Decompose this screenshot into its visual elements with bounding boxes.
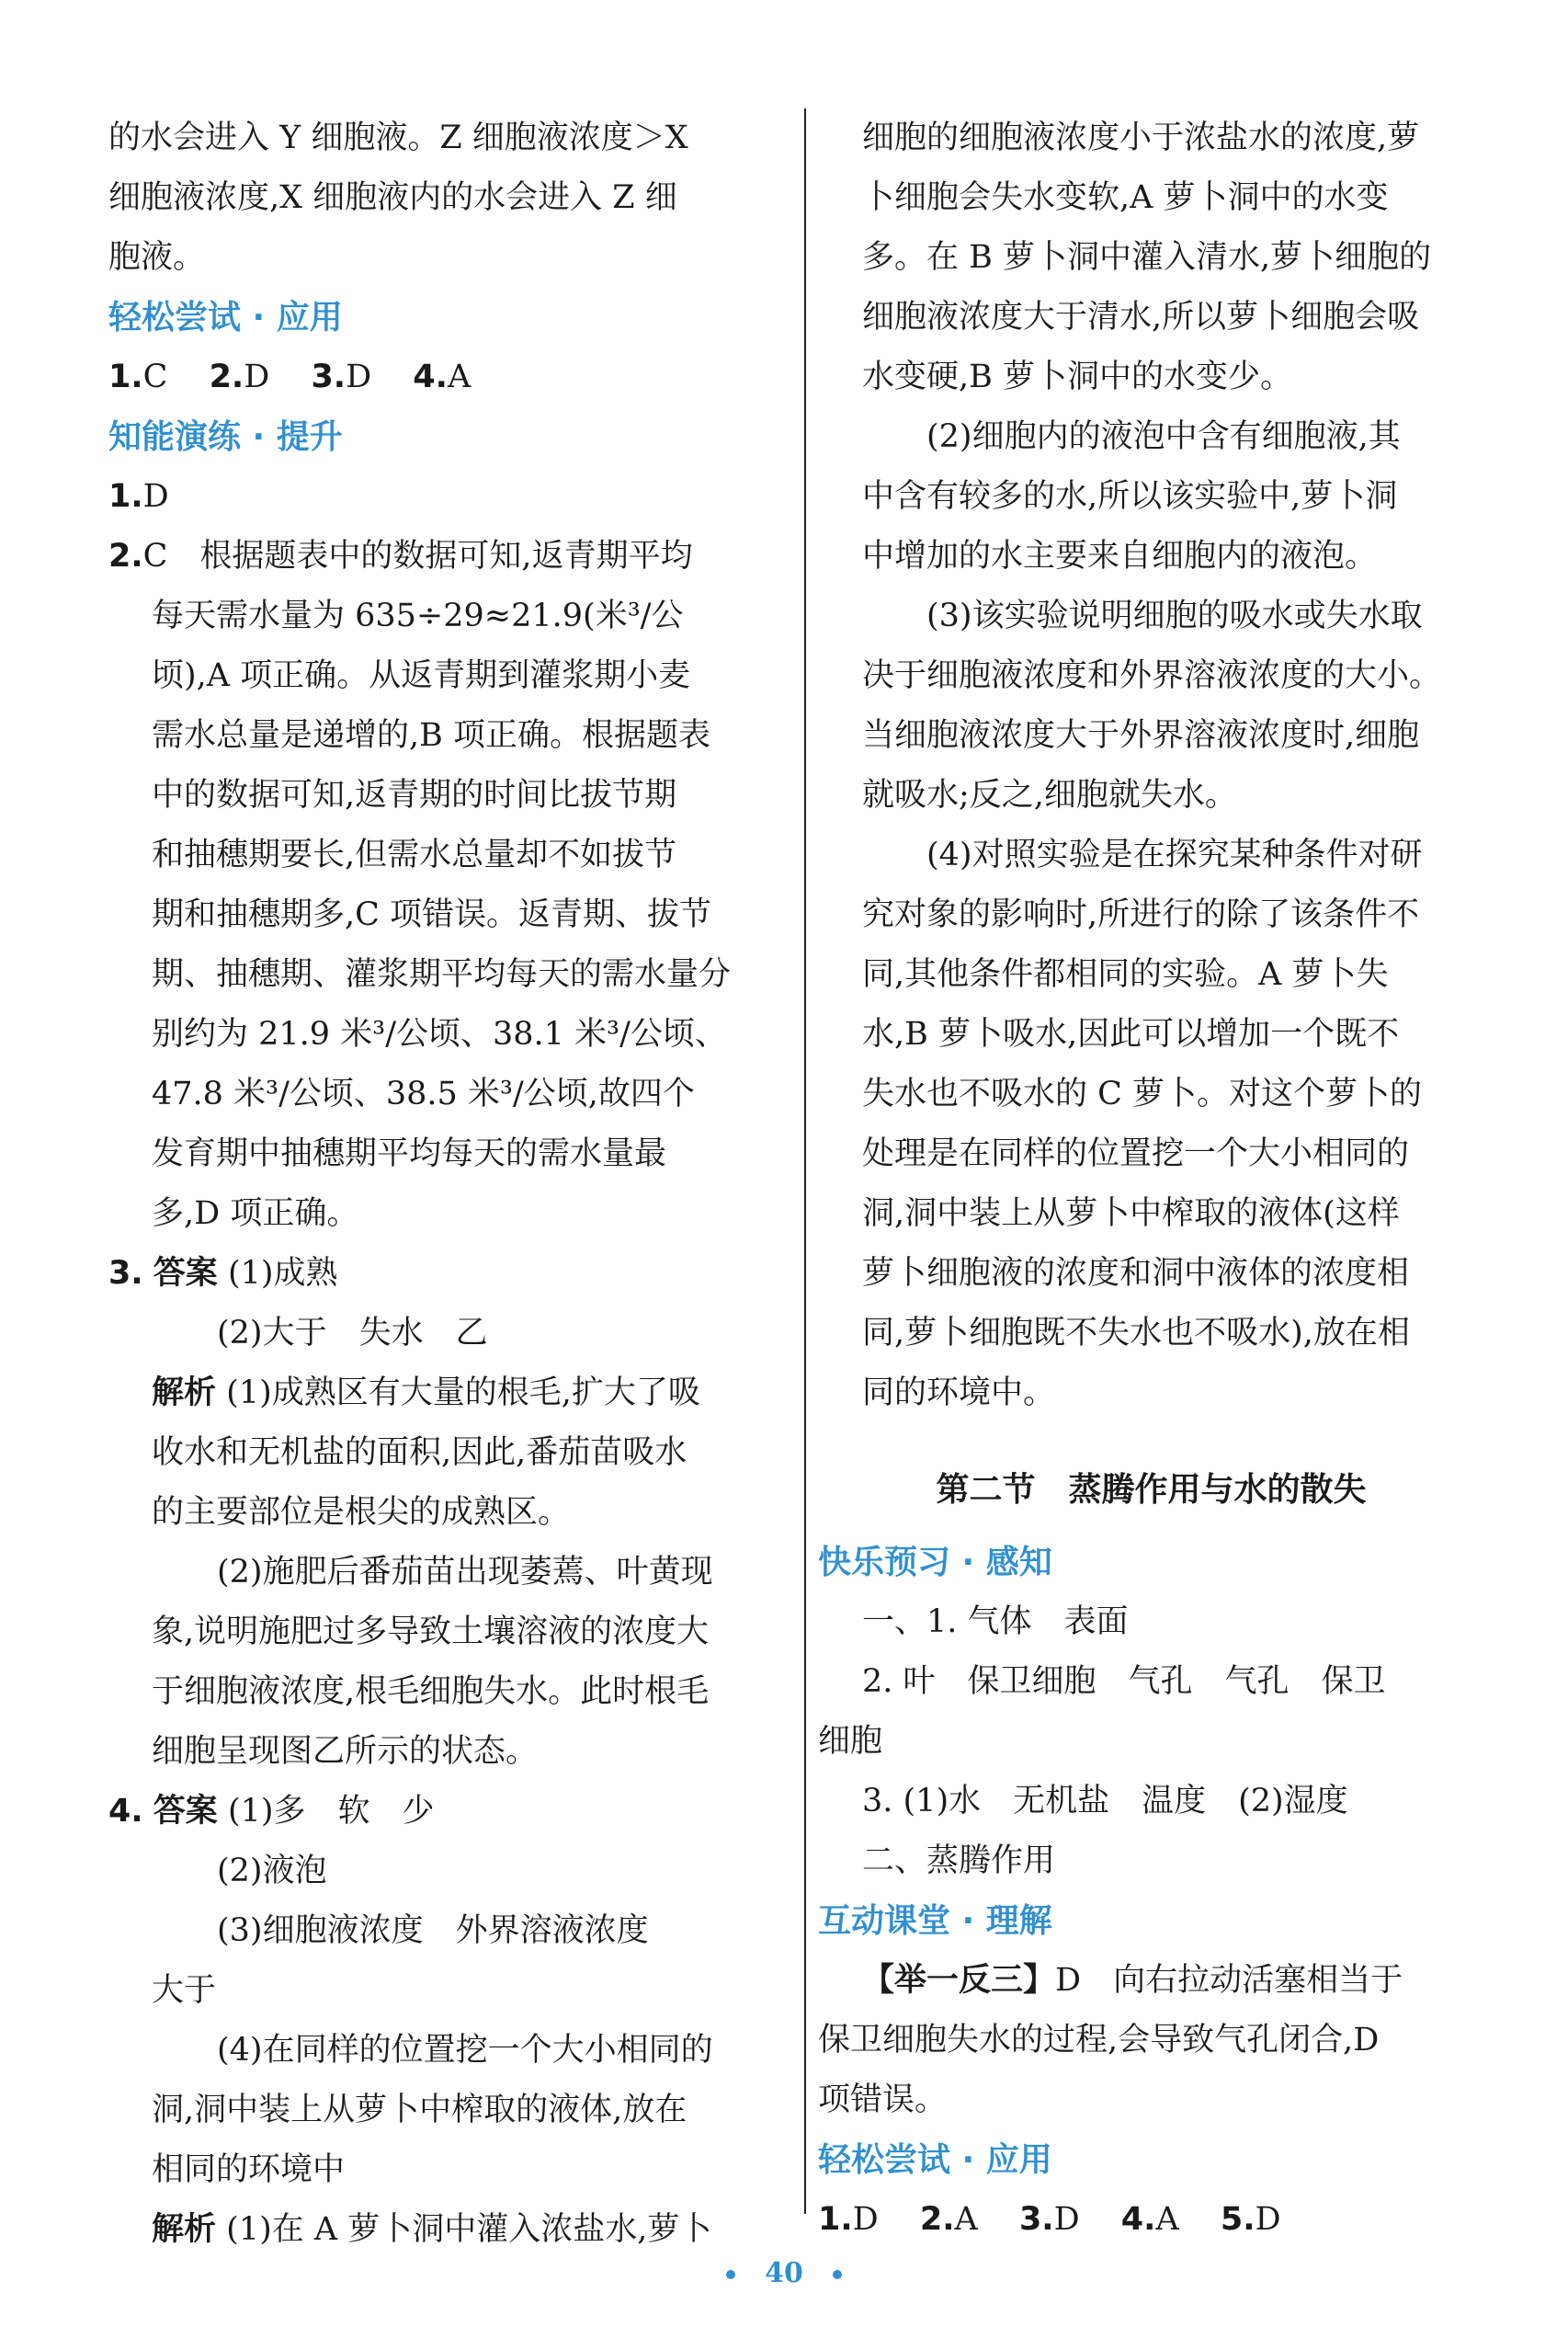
text-line: 和抽穗期要长,但需水总量却不如拔节 <box>152 837 677 873</box>
text-line: 同,萝卜细胞既不失水也不吸水),放在相 <box>862 1315 1410 1351</box>
text-line: 3. (1)水 无机盐 温度 (2)湿度 <box>862 1783 1348 1819</box>
text-line: 就吸水;反之,细胞就失水。 <box>862 777 1237 814</box>
text-line: 发育期中抽穗期平均每天的需水量最 <box>152 1135 667 1172</box>
question-4-answer: 4. 答案 (1)多 软 少 <box>108 1793 435 1830</box>
text-line: 究对象的影响时,所进行的除了该条件不 <box>862 896 1420 933</box>
text-line: 多,D 项正确。 <box>152 1195 359 1232</box>
text-line: (2)大于 失水 乙 <box>217 1315 488 1351</box>
left-column <box>108 108 790 2260</box>
text-line: (2)细胞内的液泡中含有细胞液,其 <box>926 418 1401 455</box>
text-line: (3)该实验说明细胞的吸水或失水取 <box>926 598 1423 634</box>
text-line: 收水和无机盐的面积,因此,番茄苗吸水 <box>152 1434 687 1471</box>
text-line: 细胞的细胞液浓度小于浓盐水的浓度,萝 <box>862 120 1420 156</box>
section-heading-class: 互动课堂 · 理解 <box>818 1902 1052 1940</box>
text-line: 的水会进入 Y 细胞液。Z 细胞液浓度＞X <box>108 120 688 156</box>
text-line: (4)对照实验是在探究某种条件对研 <box>926 837 1423 873</box>
question-4-analysis: 解析 (1)在 A 萝卜洞中灌入浓盐水,萝卜 <box>152 2211 712 2248</box>
example-line: 【举一反三】D 向右拉动活塞相当于 <box>862 1962 1403 1999</box>
bullet-icon <box>833 2270 842 2279</box>
text-line: 一、1. 气体 表面 <box>862 1603 1129 1640</box>
text-line: 期、抽穗期、灌浆期平均每天的需水量分 <box>152 956 732 993</box>
text-line: 同的环境中。 <box>862 1374 1056 1411</box>
text-line: 的主要部位是根尖的成熟区。 <box>152 1494 571 1531</box>
answer-row: 1.C 2.D 3.D 4.A <box>108 359 472 395</box>
text-line: (2)施肥后番茄苗出现萎蔫、叶黄现 <box>217 1554 713 1591</box>
text-line: 中含有较多的水,所以该实验中,萝卜洞 <box>862 478 1398 515</box>
text-line: 处理是在同样的位置挖一个大小相同的 <box>862 1135 1410 1172</box>
text-line: 47.8 米³/公顷、38.5 米³/公顷,故四个 <box>152 1076 695 1112</box>
text-line: 多。在 B 萝卜洞中灌入清水,萝卜细胞的 <box>862 239 1432 276</box>
text-line: 洞,洞中装上从萝卜中榨取的液体,放在 <box>152 2092 687 2128</box>
section-heading-try-2: 轻松尝试 · 应用 <box>818 2141 1052 2179</box>
text-line: 当细胞液浓度大于外界溶液浓度时,细胞 <box>862 717 1420 754</box>
section-heading-preview: 快乐预习 · 感知 <box>818 1544 1052 1581</box>
text-line: 卜细胞会失水变软,A 萝卜洞中的水变 <box>862 179 1389 216</box>
question-2-line: 2.C 根据题表中的数据可知,返青期平均 <box>108 538 693 575</box>
text-line: 保卫细胞失水的过程,会导致气孔闭合,D <box>818 2022 1380 2059</box>
page-footer <box>0 2257 1568 2289</box>
bullet-icon <box>726 2270 735 2279</box>
text-line: 萝卜细胞液的浓度和洞中液体的浓度相 <box>862 1255 1410 1292</box>
text-line: 每天需水量为 635÷29≈21.9(米³/公 <box>152 598 684 634</box>
text-line: (3)细胞液浓度 外界溶液浓度 <box>217 1912 649 1949</box>
text-line: 需水总量是递增的,B 项正确。根据题表 <box>152 717 710 754</box>
text-line: 2. 叶 保卫细胞 气孔 气孔 保卫 <box>862 1663 1386 1700</box>
question-3-answer: 3. 答案 (1)成熟 <box>108 1255 338 1292</box>
page-number: 40 <box>765 2257 803 2289</box>
text-line: 于细胞液浓度,根毛细胞失水。此时根毛 <box>152 1673 710 1710</box>
text-line: 细胞 <box>818 1723 883 1760</box>
text-line: (4)在同样的位置挖一个大小相同的 <box>217 2032 713 2069</box>
text-line: 二、蒸腾作用 <box>862 1842 1056 1879</box>
column-divider <box>804 108 806 2214</box>
text-line: 象,说明施肥过多导致土壤溶液的浓度大 <box>152 1614 710 1650</box>
question-1: 1.D <box>108 478 169 515</box>
text-line: 中的数据可知,返青期的时间比拔节期 <box>152 777 677 814</box>
text-line: 同,其他条件都相同的实验。A 萝卜失 <box>862 956 1389 993</box>
text-line: 水变硬,B 萝卜洞中的水变少。 <box>862 359 1292 395</box>
answer-row: 1.D 2.A 3.D 4.A 5.D <box>818 2201 1281 2238</box>
text-line: (2)液泡 <box>217 1853 327 1889</box>
section-heading-practice: 知能演练 · 提升 <box>108 418 343 456</box>
section-title: 第二节 蒸腾作用与水的散失 <box>936 1471 1367 1509</box>
text-line: 细胞液浓度大于清水,所以萝卜细胞会吸 <box>862 299 1420 336</box>
right-column <box>818 108 1484 2250</box>
text-line: 失水也不吸水的 C 萝卜。对这个萝卜的 <box>862 1076 1423 1112</box>
text-line: 项错误。 <box>818 2081 948 2118</box>
text-line: 细胞呈现图乙所示的状态。 <box>152 1733 539 1770</box>
text-line: 期和抽穗期多,C 项错误。返青期、拔节 <box>152 896 712 933</box>
text-line: 相同的环境中 <box>152 2151 346 2188</box>
question-3-analysis: 解析 (1)成熟区有大量的根毛,扩大了吸 <box>152 1374 700 1411</box>
text-line: 胞液。 <box>108 239 206 276</box>
section-heading-try: 轻松尝试 · 应用 <box>108 299 343 336</box>
text-line: 细胞液浓度,X 细胞液内的水会进入 Z 细 <box>108 179 677 216</box>
text-line: 水,B 萝卜吸水,因此可以增加一个既不 <box>862 1016 1400 1053</box>
text-line: 别约为 21.9 米³/公顷、38.1 米³/公顷、 <box>152 1016 727 1053</box>
text-line: 顷),A 项正确。从返青期到灌浆期小麦 <box>152 657 691 694</box>
text-line: 决于细胞液浓度和外界溶液浓度的大小。 <box>862 657 1442 694</box>
text-line: 洞,洞中装上从萝卜中榨取的液体(这样 <box>862 1195 1400 1232</box>
text-line: 大于 <box>152 1972 217 2009</box>
text-line: 中增加的水主要来自细胞内的液泡。 <box>862 538 1378 575</box>
